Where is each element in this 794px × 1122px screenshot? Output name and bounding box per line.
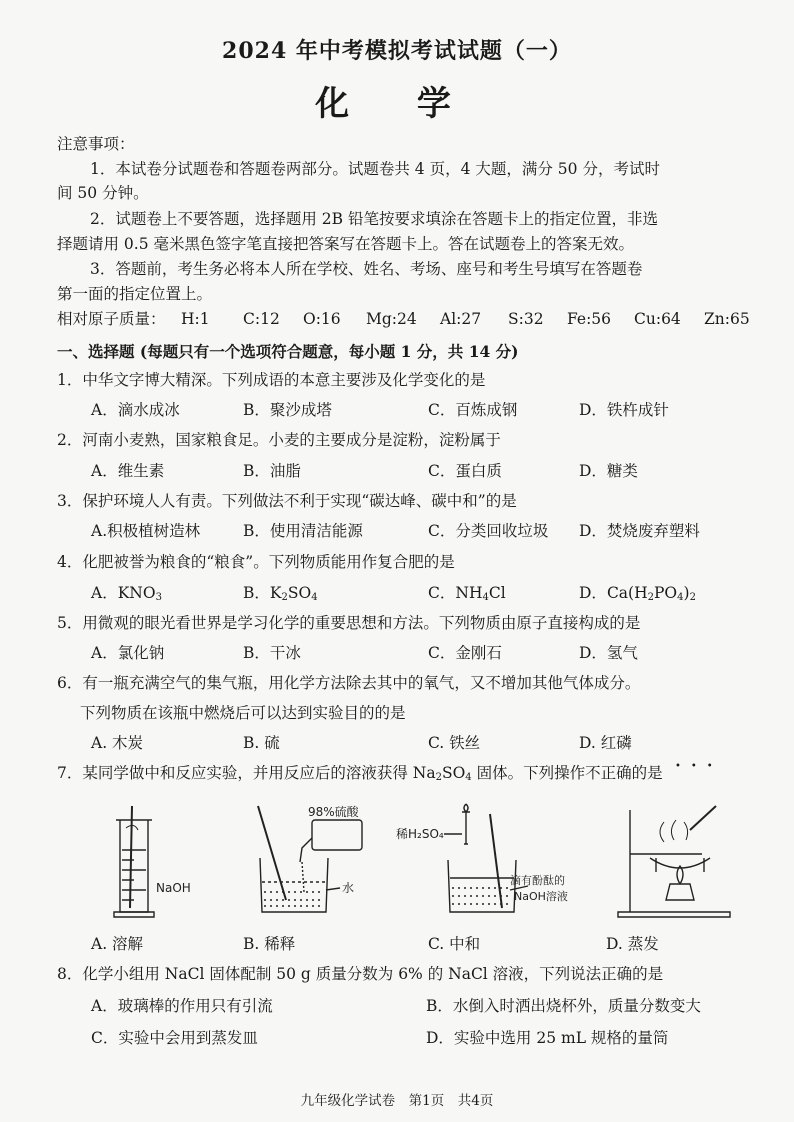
formula-k2so4: $K_2SO_4$: [269, 584, 318, 603]
figure-evaporate-apparatus: [618, 806, 730, 917]
question-3-option-c[interactable]: C．分类回收垃圾: [428, 522, 549, 540]
atomic-mass-fe: Fe:56: [567, 310, 612, 328]
question-6-stem-line-2: 下列物质在该瓶中燃烧后可以达到实验目的的是: [80, 704, 406, 722]
question-4-option-b[interactable]: [243, 583, 318, 608]
question-7-option-d[interactable]: D. 蒸发: [606, 935, 659, 953]
question-5-stem: 5．用微观的眼光看世界是学习化学的重要思想和方法。下列物质由原子直接构成的是: [57, 614, 641, 632]
question-2-option-d[interactable]: D．糖类: [579, 462, 638, 480]
notice-item-2-line-1: 2．试题卷上不要答题，选择题用 2B 铅笔按要求填涂在答题卡上的指定位置，非选: [90, 210, 658, 228]
question-4-option-d[interactable]: [579, 583, 696, 608]
atomic-mass-label: 相对原子质量：: [57, 310, 166, 328]
question-6-stem-line-1: 6．有一瓶充满空气的集气瓶，用化学方法除去其中的氧气，又不增加其他气体成分。: [57, 674, 641, 692]
question-2-option-b[interactable]: B．油脂: [243, 462, 301, 480]
question-2-option-c[interactable]: C．蛋白质: [428, 462, 502, 480]
question-7-figures: [90, 800, 750, 925]
question-7-option-c[interactable]: C. 中和: [428, 935, 481, 953]
question-8-stem: 8．化学小组用 NaCl 固体配制 50 g 质量分数为 6% 的 NaCl 溶液，下列说法正确的是: [57, 965, 664, 983]
question-6-option-c[interactable]: C. 铁丝: [428, 734, 481, 752]
subject-title: 化 学: [315, 84, 479, 124]
notice-item-1-line-2: 间 50 分钟。: [57, 184, 149, 202]
question-3-stem: 3．保护环境人人有责。下列做法不利于实现“碳达峰、碳中和”的是: [57, 492, 517, 510]
option-label: A．: [91, 584, 118, 602]
atomic-mass-zn: Zn:65: [704, 310, 750, 328]
atomic-mass-c: C:12: [243, 310, 280, 328]
formula-nh4cl: $NH_4Cl$: [455, 584, 506, 603]
question-7-option-b[interactable]: B. 稀释: [243, 935, 296, 953]
question-3-option-a[interactable]: A.积极植树造林: [91, 522, 201, 540]
figure-dilute-beaker: [258, 806, 362, 912]
atomic-mass-cu: Cu:64: [634, 310, 681, 328]
question-8-option-b[interactable]: B．水倒入时洒出烧杯外，质量分数变大: [426, 997, 701, 1015]
atomic-mass-mg: Mg:24: [366, 310, 417, 328]
question-2-stem: 2．河南小麦熟，国家粮食足。小麦的主要成分是淀粉，淀粉属于: [57, 431, 501, 449]
question-1-stem: 1．中华文字博大精深。下列成语的本意主要涉及化学变化的是: [57, 371, 486, 389]
question-7-stem: [57, 763, 663, 788]
question-7-option-a[interactable]: A. 溶解: [91, 935, 144, 953]
label-dilute-acid: 稀H₂SO₄: [396, 827, 444, 841]
question-5-option-a[interactable]: A．氯化钠: [91, 644, 165, 662]
stem-subscript: 2: [435, 772, 442, 783]
notice-heading: 注意事项：: [57, 135, 135, 153]
question-8-option-c[interactable]: C．实验中会用到蒸发皿: [91, 1029, 258, 1047]
label-water: 水: [342, 881, 355, 895]
label-indicator-1: 滴有酚酞的: [510, 874, 565, 887]
question-8-option-d[interactable]: D．实验中选用 25 mL 规格的量筒: [426, 1029, 669, 1047]
question-4-stem: 4．化肥被誉为粮食的“粮食”。下列物质能用作复合肥的是: [57, 553, 455, 571]
notice-item-2-line-2: 择题请用 0.5 毫米黑色签字笔直接把答案写在答题卡上。答在试题卷上的答案无效。: [57, 235, 635, 253]
question-6-option-a[interactable]: A. 木炭: [91, 734, 144, 752]
question-4-option-a[interactable]: [91, 583, 162, 608]
question-2-option-a[interactable]: A．维生素: [91, 462, 165, 480]
option-label: D．: [579, 584, 607, 602]
notice-item-1-line-1: 1．本试卷分试题卷和答题卷两部分。试题卷共 4 页，4 大题，满分 50 分，考试时: [90, 160, 660, 178]
exam-title: 2024 年中考模拟考试试题（一）: [222, 38, 572, 64]
atomic-mass-h: H:1: [181, 310, 210, 328]
label-indicator-2: NaOH溶液: [514, 890, 568, 903]
question-5-option-c[interactable]: C．金刚石: [428, 644, 502, 662]
notice-item-3-line-2: 第一面的指定位置上。: [57, 285, 213, 303]
formula-ca-h2po4-2: $Ca(H_2PO_4)_2$: [606, 584, 696, 603]
stem-part: SO: [441, 764, 466, 782]
page-footer: 九年级化学试卷 第1页 共4页: [300, 1093, 494, 1109]
stem-emphasis: 不正确: [585, 764, 632, 782]
question-1-option-b[interactable]: B．聚沙成塔: [243, 401, 332, 419]
stem-subscript: 4: [465, 772, 472, 783]
notice-item-3-line-1: 3．答题前，考生务必将本人所在学校、姓名、考场、座号和考生号填写在答题卷: [90, 260, 643, 278]
label-acid: 98%硫酸: [308, 805, 359, 819]
question-5-option-d[interactable]: D．氢气: [579, 644, 638, 662]
atomic-mass-o: O:16: [303, 310, 341, 328]
atomic-mass-al: Al:27: [440, 310, 482, 328]
stem-part: 固体。下列操作: [471, 764, 586, 782]
figure-dissolve-cylinder: [114, 806, 154, 917]
question-1-option-c[interactable]: C．百炼成钢: [428, 401, 518, 419]
stem-part: 的是: [631, 764, 663, 782]
question-8-option-a[interactable]: A．玻璃棒的作用只有引流: [91, 997, 273, 1015]
question-6-option-d[interactable]: D. 红磷: [579, 734, 632, 752]
question-1-option-a[interactable]: A．滴水成冰: [91, 401, 180, 419]
question-4-option-c[interactable]: [428, 583, 506, 608]
formula-kno3: $KNO_3$: [117, 584, 162, 603]
option-label: B．: [243, 584, 270, 602]
atomic-mass-s: S:32: [508, 310, 544, 328]
question-5-option-b[interactable]: B．干冰: [243, 644, 301, 662]
stem-part: 7．某同学做中和反应实验，并用反应后的溶液获得 Na: [57, 764, 436, 782]
question-1-option-d[interactable]: D．铁杵成针: [579, 401, 669, 419]
question-3-option-d[interactable]: D．焚烧废弃塑料: [579, 522, 700, 540]
section-1-heading: 一、选择题 (每题只有一个选项符合题意，每小题 1 分，共 14 分): [57, 342, 519, 361]
label-naoh: NaOH: [156, 881, 191, 895]
question-3-option-b[interactable]: B．使用清洁能源: [243, 522, 363, 540]
emphasis-dots: •••: [675, 761, 723, 772]
question-6-option-b[interactable]: B. 硫: [243, 734, 280, 752]
option-label: C．: [428, 584, 456, 602]
